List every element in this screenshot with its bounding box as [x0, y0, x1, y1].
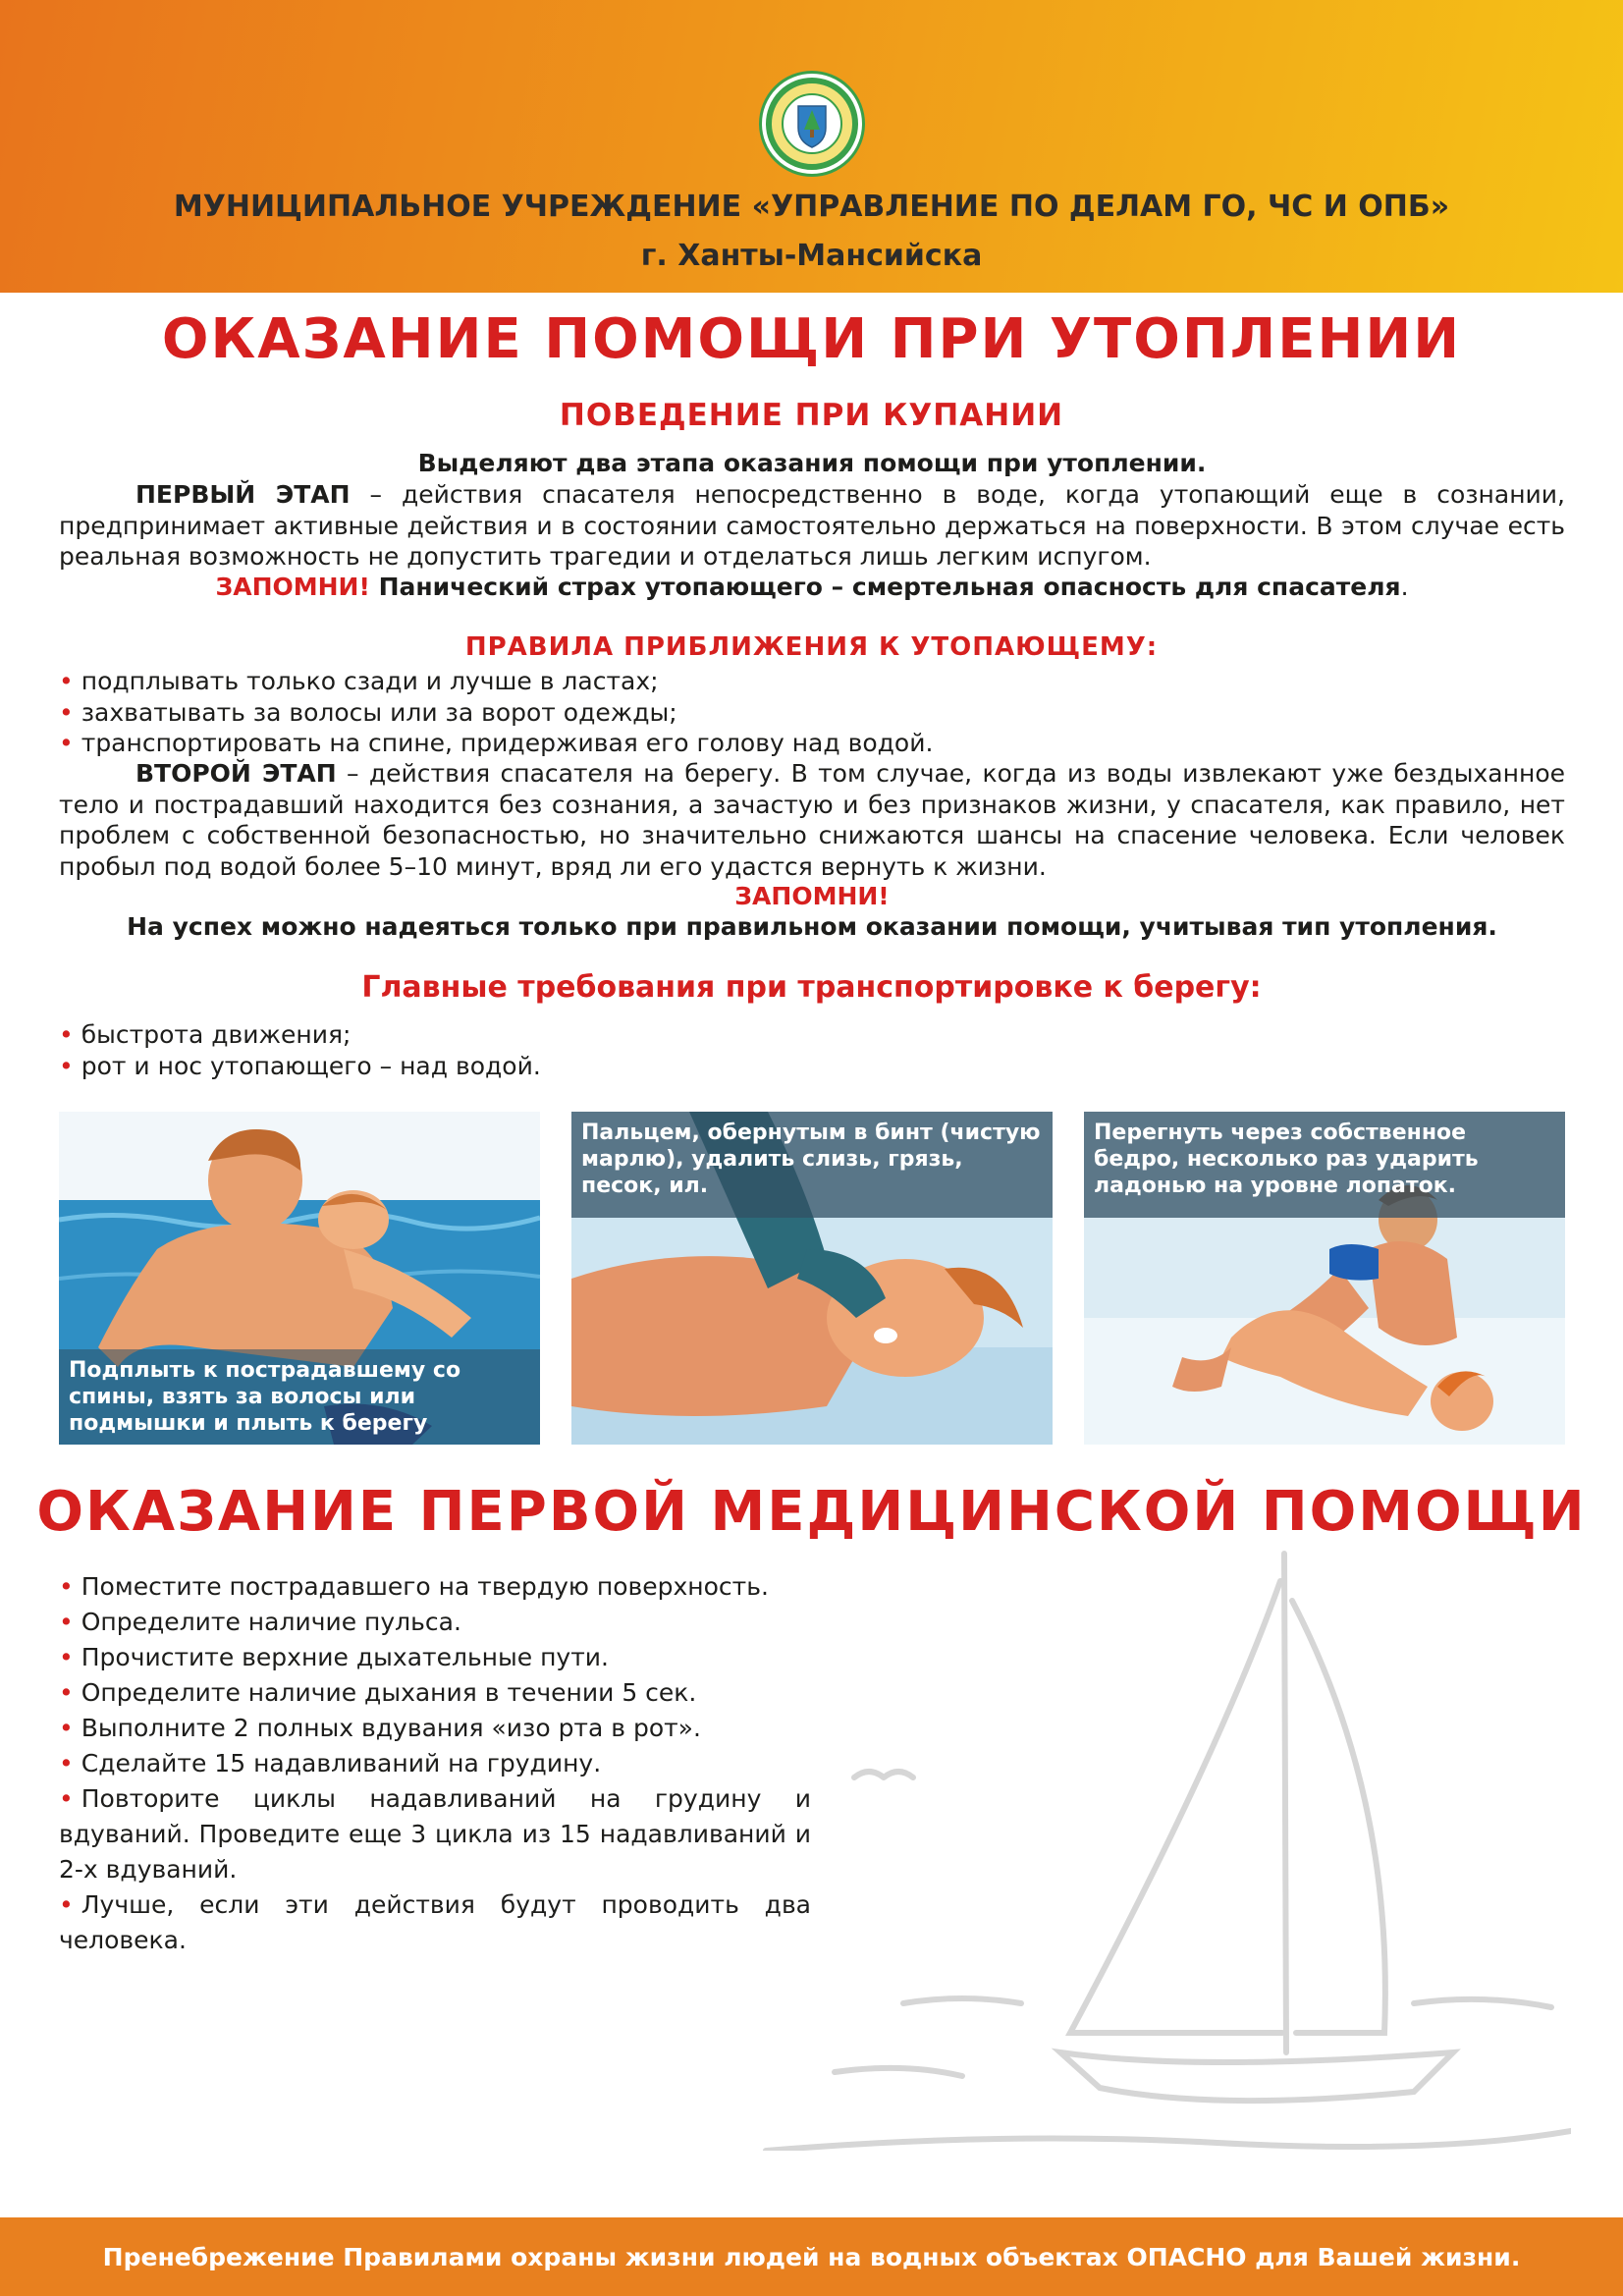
- footer-banner: [0, 2217, 1623, 2296]
- illustration-panel-clear-airway: [571, 1112, 1053, 1445]
- first-aid-list: [59, 1569, 811, 1958]
- list-item: • Определите наличие пульса.: [59, 1605, 811, 1640]
- list-item: • быстрота движения;: [59, 1019, 1565, 1051]
- list-item: • рот и нос утопающего – над водой.: [59, 1051, 1565, 1082]
- remember1-end: .: [1400, 573, 1409, 601]
- city-emblem-icon: [759, 71, 865, 177]
- list-item: • Сделайте 15 надавливаний на грудину.: [59, 1746, 811, 1781]
- remember2-text: На успех можно надеяться только при правильном оказании помощи, учитывая тип утопления.: [127, 912, 1497, 941]
- stage1-paragraph: [59, 479, 1565, 573]
- stage1-label: ПЕРВЫЙ ЭТАП: [135, 480, 351, 509]
- requirements-list: [59, 1019, 1565, 1081]
- list-item: • Определите наличие дыхания в течении 5 сек.: [59, 1675, 811, 1711]
- remember2-label: ЗАПОМНИ!: [734, 882, 890, 910]
- sailboat-watermark: [707, 1542, 1571, 2151]
- intro-text: Выделяют два этапа оказания помощи при утоплении.: [417, 449, 1207, 477]
- stage2-label: ВТОРОЙ ЭТАП: [135, 759, 337, 788]
- panel-caption: Перегнуть через собственное бедро, несколько раз ударить ладонью на уровне лопаток.: [1084, 1112, 1565, 1218]
- list-item: • транспортировать на спине, придерживая его голову над водой.: [59, 728, 1565, 759]
- list-item: • Лучше, если эти действия будут проводить два человека.: [59, 1887, 811, 1958]
- header-banner: [0, 0, 1623, 293]
- list-item: • Прочистите верхние дыхательные пути.: [59, 1640, 811, 1675]
- stage1-text: – действия спасателя непосредственно в воде, когда утопающий еще в сознании, предпринимает активные действия и в состоянии самостоятельно держаться на поверхности. В этом случае есть реальная возможность не допустить трагедии и отделаться лишь легким испугом.: [59, 480, 1565, 571]
- footer-warning: Пренебрежение Правилами охраны жизни людей на водных объектах ОПАСНО для Вашей жизни.: [102, 2242, 1521, 2271]
- first-aid-title: ОКАЗАНИЕ ПЕРВОЙ МЕДИЦИНСКОЙ ПОМОЩИ: [36, 1480, 1587, 1544]
- list-item: • Выполните 2 полных вдувания «изо рта в рот».: [59, 1711, 811, 1746]
- city-name: г. Ханты-Мансийска: [640, 239, 983, 273]
- list-item: • Поместите пострадавшего на твердую поверхность.: [59, 1569, 811, 1605]
- stage2-text: – действия спасателя на берегу. В том случае, когда из воды извлекают уже бездыханное тело и пострадавший находится без сознания, а зачастую и без признаков жизни, у спасателя, как правило, нет проблем с собственной безопасностью, но значительно снижаются шансы на спасение человека. Если человек пробыл под водой более 5–10 минут, вряд ли его удастся вернуть к жизни.: [59, 759, 1565, 881]
- requirements-heading: Главные требования при транспортировке к берегу:: [361, 970, 1262, 1005]
- page-title: ОКАЗАНИЕ ПОМОЩИ ПРИ УТОПЛЕНИИ: [161, 307, 1462, 371]
- illustration-panel-rescue-swim: [59, 1112, 540, 1445]
- list-item: • Повторите циклы надавливаний на грудину и вдуваний. Проведите еще 3 цикла из 15 надавливаний и 2-х вдуваний.: [59, 1781, 811, 1887]
- rules-list: [59, 666, 1565, 759]
- panel-caption: Подплыть к пострадавшему со спины, взять за волосы или подмышки и плыть к берегу: [59, 1349, 540, 1445]
- stage2-paragraph: [59, 758, 1565, 882]
- organization-name: МУНИЦИПАЛЬНОЕ УЧРЕЖДЕНИЕ «УПРАВЛЕНИЕ ПО ДЕЛАМ ГО, ЧС И ОПБ»: [173, 190, 1450, 224]
- list-item: • захватывать за волосы или за ворот одежды;: [59, 697, 1565, 729]
- rules-heading: ПРАВИЛА ПРИБЛИЖЕНИЯ К УТОПАЮЩЕМУ:: [464, 632, 1159, 662]
- remember1-text: Панический страх утопающего – смертельная опасность для спасателя: [369, 573, 1401, 601]
- remember1-label: ЗАПОМНИ!: [215, 573, 370, 601]
- panel-caption: Пальцем, обернутым в бинт (чистую марлю), удалить слизь, грязь, песок, ил.: [571, 1112, 1053, 1218]
- illustration-panel-back-blows: [1084, 1112, 1565, 1445]
- remember1-line: [59, 572, 1565, 603]
- list-item: • подплывать только сзади и лучше в ластах;: [59, 666, 1565, 697]
- section-subtitle: ПОВЕДЕНИЕ ПРИ КУПАНИИ: [559, 398, 1064, 433]
